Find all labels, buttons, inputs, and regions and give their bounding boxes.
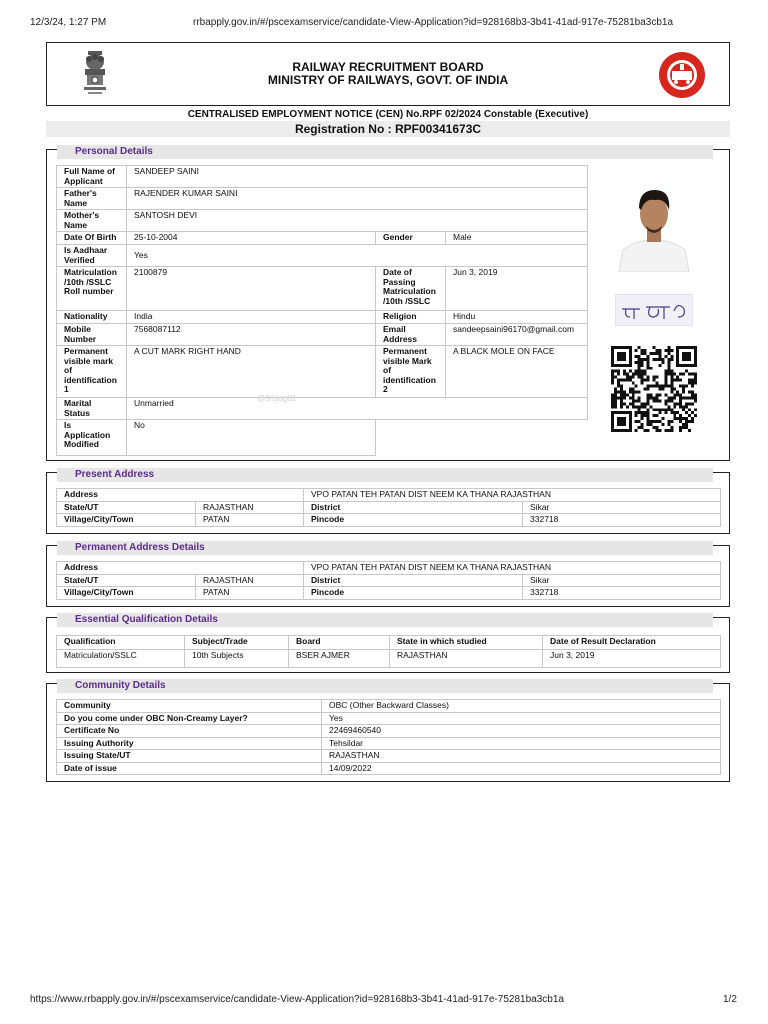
district-label: District	[304, 574, 523, 587]
col-header: Date of Result Declaration	[543, 636, 721, 650]
village-label: Village/City/Town	[57, 514, 196, 527]
aadhaar-value: Yes	[127, 245, 588, 267]
table-row	[57, 574, 721, 587]
personal-details-section	[46, 146, 730, 461]
district-value: Sikar	[523, 574, 721, 587]
aadhaar-label: Is Aadhaar Verified	[57, 245, 127, 267]
address-label: Address	[57, 489, 304, 502]
empty-cell	[376, 420, 588, 456]
mother-name-value: SANTOSH DEVI	[127, 210, 588, 232]
table-row	[57, 712, 721, 725]
col-header: State in which studied	[390, 636, 543, 650]
issuing-authority-value: Tehsildar	[322, 737, 721, 750]
dob-value: 25-10-2004	[127, 232, 376, 245]
header-title: RAILWAY RECRUITMENT BOARD	[292, 60, 484, 74]
print-url-top: rrbapply.gov.in/#/pscexamservice/candidate-View-Application?id=928168b3-3b41-41ad-917e-75281ba3cb1a	[193, 17, 674, 28]
table-row	[57, 587, 721, 600]
mobile-label: Mobile Number	[57, 324, 127, 346]
table-row	[57, 346, 588, 398]
table-row	[57, 562, 721, 575]
community-label: Community	[57, 700, 322, 713]
nationality-label: Nationality	[57, 311, 127, 324]
table-cell: BSER AJMER	[289, 650, 390, 668]
permanent-address-section	[46, 542, 730, 607]
present-address-table	[56, 488, 721, 527]
table-header-row	[57, 636, 721, 650]
state-label: State/UT	[57, 574, 196, 587]
table-row	[57, 245, 588, 267]
issuing-state-label: Issuing State/UT	[57, 750, 322, 763]
village-label: Village/City/Town	[57, 587, 196, 600]
community-section	[46, 680, 730, 782]
indian-railways-logo-icon	[658, 51, 706, 99]
issue-date-label: Date of issue	[57, 762, 322, 775]
certificate-no-label: Certificate No	[57, 725, 322, 738]
table-row	[57, 489, 721, 502]
state-value: RAJASTHAN	[196, 574, 304, 587]
ncl-value: Yes	[322, 712, 721, 725]
table-row	[57, 762, 721, 775]
section-title: Personal Details	[57, 145, 713, 159]
issue-date-value: 14/09/2022	[322, 762, 721, 775]
matric-date-label: Date of Passing Matriculation /10th /SSLC	[376, 267, 446, 311]
cen-notice: CENTRALISED EMPLOYMENT NOTICE (CEN) No.RPF 02/2024 Constable (Executive)	[187, 109, 589, 120]
mark1-value: A CUT MARK RIGHT HAND	[127, 346, 376, 398]
applicant-signature	[615, 294, 693, 326]
ncl-label: Do you come under OBC Non-Creamy Layer?	[57, 712, 322, 725]
watermark-text: @3rblog01	[257, 394, 297, 403]
matric-date-value: Jun 3, 2019	[446, 267, 588, 311]
table-cell: 10th Subjects	[185, 650, 289, 668]
table-cell: Jun 3, 2019	[543, 650, 721, 668]
table-row	[57, 700, 721, 713]
qualification-section	[46, 614, 730, 673]
community-table	[56, 699, 721, 775]
certificate-no-value: 22469460540	[322, 725, 721, 738]
document-header	[46, 42, 730, 106]
district-label: District	[304, 501, 523, 514]
matric-roll-value: 2100879	[127, 267, 376, 311]
full-name-value: SANDEEP SAINI	[127, 166, 588, 188]
address-value: VPO PATAN TEH PATAN DIST NEEM KA THANA RAJASTHAN	[304, 562, 721, 575]
pincode-value: 332718	[523, 514, 721, 527]
table-row	[57, 420, 588, 456]
section-title: Community Details	[57, 679, 713, 693]
gender-value: Male	[446, 232, 588, 245]
nationality-value: India	[127, 311, 376, 324]
section-title: Essential Qualification Details	[57, 613, 713, 627]
table-row	[57, 398, 588, 420]
header-subtitle: MINISTRY OF RAILWAYS, GOVT. OF INDIA	[267, 73, 509, 87]
mobile-value: 7568087112	[127, 324, 376, 346]
religion-label: Religion	[376, 311, 446, 324]
signature-scribble-icon	[616, 295, 692, 325]
table-row	[57, 232, 588, 245]
page-number: 1/2	[723, 994, 737, 1005]
matric-roll-label: Matriculation /10th /SSLC Roll number	[57, 267, 127, 311]
table-row	[57, 725, 721, 738]
col-header: Board	[289, 636, 390, 650]
mother-name-label: Mother's Name	[57, 210, 127, 232]
address-value: VPO PATAN TEH PATAN DIST NEEM KA THANA RAJASTHAN	[304, 489, 721, 502]
state-value: RAJASTHAN	[196, 501, 304, 514]
pincode-value: 332718	[523, 587, 721, 600]
table-row	[57, 324, 588, 346]
section-title: Present Address	[57, 468, 713, 482]
qualification-table	[56, 635, 721, 668]
modified-label: Is Application Modified	[57, 420, 127, 456]
issuing-state-value: RAJASTHAN	[322, 750, 721, 763]
table-row	[57, 650, 721, 668]
personal-details-table	[56, 165, 588, 456]
modified-value: No	[127, 420, 376, 456]
present-address-section	[46, 469, 730, 534]
table-cell: RAJASTHAN	[390, 650, 543, 668]
email-value: sandeepsaini96170@gmail.com	[446, 324, 588, 346]
mark2-value: A BLACK MOLE ON FACE	[446, 346, 588, 398]
table-row	[57, 166, 588, 188]
table-row	[57, 501, 721, 514]
gender-label: Gender	[376, 232, 446, 245]
table-row	[57, 267, 588, 311]
table-row	[57, 514, 721, 527]
community-value: OBC (Other Backward Classes)	[322, 700, 721, 713]
table-row	[57, 737, 721, 750]
registration-number: Registration No : RPF00341673C	[46, 121, 730, 137]
religion-value: Hindu	[446, 311, 588, 324]
district-value: Sikar	[523, 501, 721, 514]
browser-print-header	[0, 0, 768, 28]
pincode-label: Pincode	[304, 514, 523, 527]
marital-value: Unmarried	[127, 398, 588, 420]
issuing-authority-label: Issuing Authority	[57, 737, 322, 750]
marital-label: Marital Status	[57, 398, 127, 420]
mark1-label: Permanent visible mark of identification 1	[57, 346, 127, 398]
print-url-bottom: https://www.rrbapply.gov.in/#/pscexamservice/candidate-View-Application?id=928168b3-3b41-41ad-917e-75281ba3cb1a	[30, 994, 564, 1005]
full-name-label: Full Name of Applicant	[57, 166, 127, 188]
table-cell: Matriculation/SSLC	[57, 650, 185, 668]
permanent-address-table	[56, 561, 721, 600]
applicant-photo	[615, 176, 693, 272]
print-datetime: 12/3/24, 1:27 PM	[30, 17, 107, 28]
village-value: PATAN	[196, 587, 304, 600]
address-label: Address	[57, 562, 304, 575]
father-name-label: Father's Name	[57, 188, 127, 210]
col-header: Subject/Trade	[185, 636, 289, 650]
table-row	[57, 210, 588, 232]
qr-code-icon	[610, 346, 698, 432]
col-header: Qualification	[57, 636, 185, 650]
village-value: PATAN	[196, 514, 304, 527]
section-title: Permanent Address Details	[57, 541, 713, 555]
state-label: State/UT	[57, 501, 196, 514]
table-row	[57, 311, 588, 324]
dob-label: Date Of Birth	[57, 232, 127, 245]
table-row	[57, 188, 588, 210]
email-label: Email Address	[376, 324, 446, 346]
father-name-value: RAJENDER KUMAR SAINI	[127, 188, 588, 210]
mark2-label: Permanent visible Mark of identification 2	[376, 346, 446, 398]
table-row	[57, 750, 721, 763]
pincode-label: Pincode	[304, 587, 523, 600]
